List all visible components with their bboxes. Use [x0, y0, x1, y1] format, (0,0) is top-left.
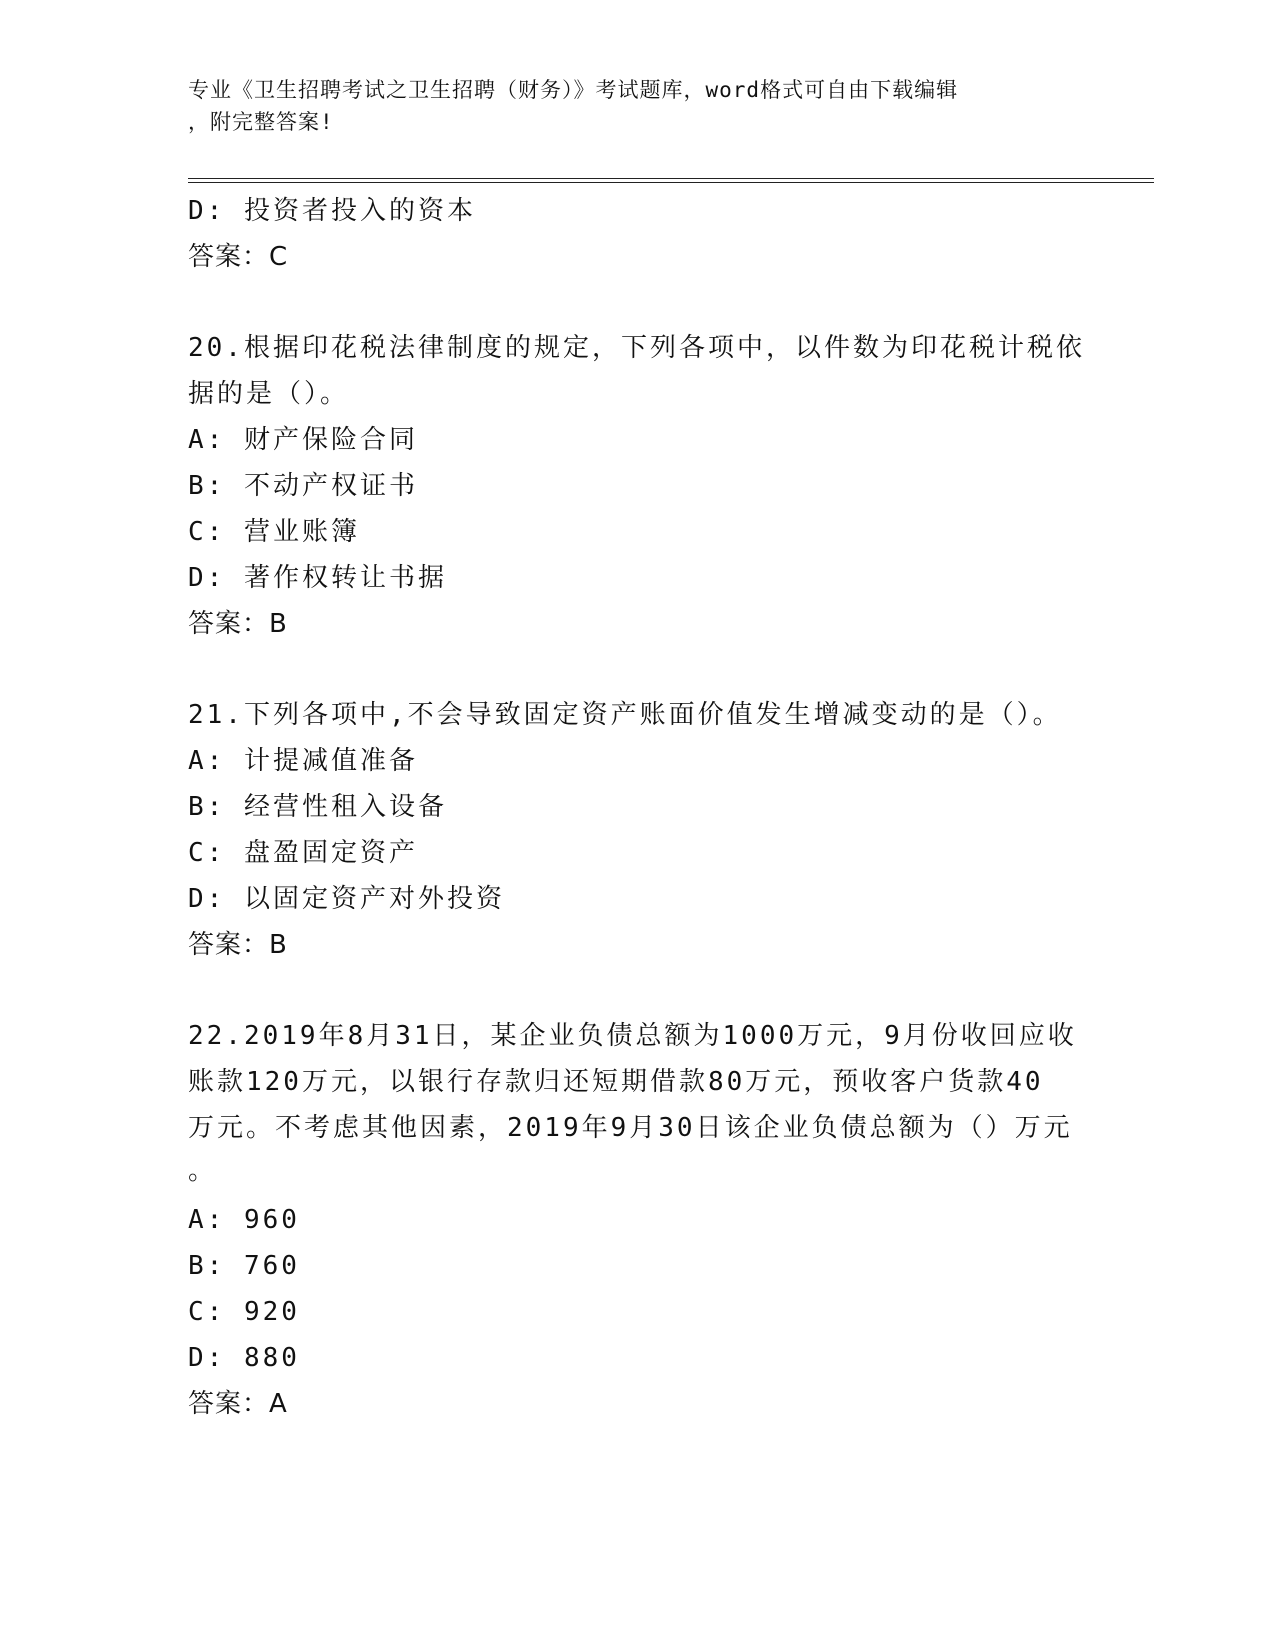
previous-question-tail: [188, 188, 1088, 280]
question-text-line: 万元。不考虑其他因素，2019年9月30日该企业负债总额为（）万元: [188, 1113, 1073, 1143]
option-d: D: 以固定资产对外投资: [188, 884, 505, 914]
question-text-line: 21.下列各项中,不会导致固定资产账面价值发生增减变动的是（）。: [188, 700, 1062, 730]
question-text-line: 。: [188, 1156, 218, 1186]
option-b: B: 经营性租入设备: [188, 792, 447, 822]
question-20: [188, 325, 1088, 647]
option-c: C: 营业账簿: [188, 517, 360, 547]
option-c: C: 920: [188, 1297, 300, 1327]
header-divider-top: [188, 178, 1154, 179]
question-text-line: 据的是（）。: [188, 379, 350, 409]
question-text-line: 账款120万元，以银行存款归还短期借款80万元，预收客户货款40: [188, 1067, 1044, 1097]
question-text-line: 20.根据印花税法律制度的规定，下列各项中，以件数为印花税计税依: [188, 333, 1085, 363]
question-text-line: 22.2019年8月31日，某企业负债总额为1000万元，9月份收回应收: [188, 1021, 1077, 1051]
option-a: A: 计提减值准备: [188, 746, 418, 776]
option-c: C: 盘盈固定资产: [188, 838, 418, 868]
option-d: D: 著作权转让书据: [188, 563, 447, 593]
spacer: [188, 647, 1088, 692]
answer-line: 答案：A: [188, 1389, 288, 1419]
header-line-2: ，附完整答案!: [188, 110, 334, 134]
option-b: B: 760: [188, 1251, 300, 1281]
option-b: B: 不动产权证书: [188, 471, 418, 501]
spacer: [188, 280, 1088, 325]
question-list: [188, 188, 1088, 1427]
option-a: A: 960: [188, 1205, 300, 1235]
question-21: [188, 692, 1088, 968]
answer-line: 答案：B: [188, 609, 288, 639]
spacer: [188, 968, 1088, 1013]
answer-line: 答案：B: [188, 930, 288, 960]
option-a: A: 财产保险合同: [188, 425, 418, 455]
header-divider-bottom: [188, 182, 1154, 183]
question-22: [188, 1013, 1088, 1427]
option-d: D: 投资者投入的资本: [188, 196, 476, 226]
answer-line: 答案：C: [188, 242, 289, 272]
document-header: [188, 74, 1078, 138]
header-line-1: 专业《卫生招聘考试之卫生招聘（财务）》考试题库，word格式可自由下载编辑: [188, 78, 959, 102]
option-d: D: 880: [188, 1343, 300, 1373]
